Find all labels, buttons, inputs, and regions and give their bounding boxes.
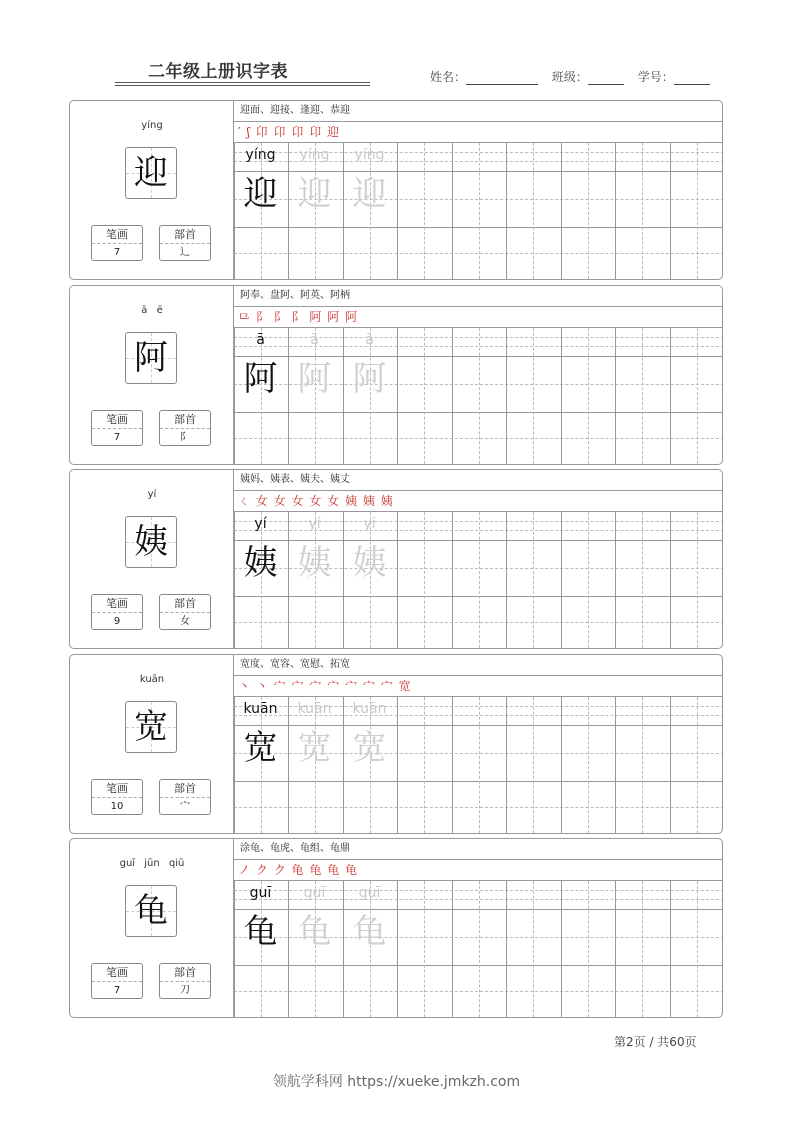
stroke-step: 龟 bbox=[327, 863, 341, 877]
pinyin-trace: yí bbox=[254, 516, 267, 532]
stroke-step: 女 bbox=[291, 494, 305, 508]
stroke-step: 龟 bbox=[291, 863, 305, 877]
stroke-step: 姨 bbox=[362, 494, 376, 508]
radical-label: 部首 bbox=[160, 411, 210, 429]
practice-grid[interactable] bbox=[234, 143, 723, 279]
stroke-count-value: 7 bbox=[113, 432, 121, 443]
pinyin-trace: yíng bbox=[354, 147, 385, 163]
char-trace: 龟 bbox=[352, 912, 387, 952]
stroke-count-label: 笔画 bbox=[92, 780, 142, 798]
stroke-step: 阿 bbox=[327, 310, 341, 324]
stroke-step: 丶 bbox=[255, 679, 269, 693]
name-blank[interactable] bbox=[466, 72, 538, 85]
pinyin-trace: guī bbox=[358, 885, 381, 901]
stroke-step: 卬 bbox=[309, 125, 323, 139]
stroke-count-box bbox=[91, 963, 143, 999]
char-large: 迎 bbox=[134, 153, 168, 193]
pinyin-trace: yí bbox=[363, 516, 376, 532]
stroke-count-box bbox=[91, 594, 143, 630]
id-label: 学号： bbox=[637, 70, 674, 84]
radical-box bbox=[159, 410, 211, 446]
stroke-step: 卬 bbox=[291, 125, 305, 139]
char-box bbox=[125, 885, 177, 937]
stroke-step: 宀 bbox=[327, 679, 341, 693]
radical-label: 部首 bbox=[160, 780, 210, 798]
word-list: 姨妈、姨表、姨夫、姨丈 bbox=[234, 470, 723, 491]
char-large: 姨 bbox=[134, 522, 168, 562]
stroke-count-box bbox=[91, 779, 143, 815]
pinyin-all: yíng bbox=[141, 120, 163, 131]
char-trace: 阿 bbox=[243, 359, 278, 399]
radical-value: 辶 bbox=[180, 247, 190, 258]
char-trace: 姨 bbox=[352, 543, 387, 583]
stroke-count-value: 7 bbox=[113, 985, 121, 996]
pinyin-trace: yíng bbox=[245, 147, 276, 163]
char-trace: 迎 bbox=[297, 174, 332, 214]
character-card bbox=[69, 654, 723, 834]
pinyin-all: yí bbox=[147, 489, 157, 500]
char-trace: 阿 bbox=[297, 359, 332, 399]
stroke-count-label: 笔画 bbox=[92, 226, 142, 244]
practice-grid[interactable] bbox=[234, 881, 723, 1017]
stroke-step: ㄑ bbox=[238, 494, 252, 508]
pinyin-trace: guī bbox=[249, 885, 272, 901]
pinyin-trace: kuān bbox=[243, 701, 278, 717]
practice-grid[interactable] bbox=[234, 697, 723, 833]
name-label: 姓名： bbox=[430, 70, 467, 84]
radical-box bbox=[159, 779, 211, 815]
stroke-order bbox=[234, 676, 723, 697]
page-title: 二年级上册识字表 bbox=[148, 62, 288, 82]
stroke-step: 宀 bbox=[362, 679, 376, 693]
stroke-step: 姨 bbox=[345, 494, 359, 508]
stroke-step: 宀 bbox=[345, 679, 359, 693]
radical-value: 刀 bbox=[180, 985, 190, 996]
footer-watermark: 领航学科网 https://xueke.jmkzh.com bbox=[272, 1074, 521, 1090]
pinyin-trace: yíng bbox=[299, 147, 330, 163]
stroke-step: ʃ bbox=[246, 125, 251, 139]
pinyin-trace: kuān bbox=[352, 701, 387, 717]
stroke-step: 龟 bbox=[345, 863, 359, 877]
stroke-step: 女 bbox=[309, 494, 323, 508]
stroke-step: ノ bbox=[238, 863, 252, 877]
char-trace: 姨 bbox=[297, 543, 332, 583]
stroke-order bbox=[234, 307, 723, 328]
char-trace: 龟 bbox=[297, 912, 332, 952]
stroke-step: ク bbox=[255, 863, 269, 877]
char-trace: 阿 bbox=[352, 359, 387, 399]
stroke-step: 卬 bbox=[255, 125, 269, 139]
stroke-order bbox=[234, 122, 723, 143]
stroke-step: 宀 bbox=[273, 679, 287, 693]
stroke-step: 姨 bbox=[380, 494, 394, 508]
stroke-order bbox=[234, 491, 723, 512]
char-info-panel bbox=[70, 655, 234, 833]
practice-grid[interactable] bbox=[234, 512, 723, 648]
char-info-panel bbox=[70, 286, 234, 464]
char-info-panel bbox=[70, 470, 234, 648]
stroke-count-value: 10 bbox=[110, 801, 124, 812]
pinyin-all: guī jūn qiū bbox=[119, 858, 185, 869]
stroke-step: 迎 bbox=[327, 125, 341, 139]
stroke-count-label: 笔画 bbox=[92, 964, 142, 982]
char-trace: 姨 bbox=[243, 543, 278, 583]
stroke-count-label: 笔画 bbox=[92, 411, 142, 429]
stroke-step: 女 bbox=[327, 494, 341, 508]
stroke-step: 宽 bbox=[398, 679, 412, 693]
character-card bbox=[69, 100, 723, 280]
class-label: 班级： bbox=[551, 70, 588, 84]
stroke-step: 宀 bbox=[380, 679, 394, 693]
stroke-step: 阝 bbox=[273, 310, 287, 324]
radical-box bbox=[159, 963, 211, 999]
stroke-step: ′ bbox=[238, 125, 242, 139]
radical-label: 部首 bbox=[160, 595, 210, 613]
stroke-count-value: 7 bbox=[113, 247, 121, 258]
stroke-order bbox=[234, 860, 723, 881]
pinyin-trace: ā bbox=[310, 332, 319, 348]
student-info bbox=[430, 68, 710, 85]
char-trace: 宽 bbox=[352, 728, 387, 768]
pinyin-all: ā ē bbox=[141, 305, 163, 316]
character-card bbox=[69, 469, 723, 649]
radical-box bbox=[159, 594, 211, 630]
stroke-step: 宀 bbox=[309, 679, 323, 693]
stroke-step: ク bbox=[273, 863, 287, 877]
stroke-count-label: 笔画 bbox=[92, 595, 142, 613]
radical-label: 部首 bbox=[160, 226, 210, 244]
char-info-panel bbox=[70, 839, 234, 1017]
stroke-step: 龟 bbox=[309, 863, 323, 877]
char-box bbox=[125, 147, 177, 199]
radical-value: 阝 bbox=[180, 432, 190, 443]
page-number: 第2页 / 共60页 bbox=[614, 1035, 697, 1049]
char-trace: 宽 bbox=[243, 728, 278, 768]
pinyin-trace: kuān bbox=[297, 701, 332, 717]
char-large: 阿 bbox=[134, 338, 168, 378]
radical-value: 女 bbox=[180, 616, 190, 627]
word-list: 涂龟、龟虎、龟组、龟鼎 bbox=[234, 839, 723, 860]
id-blank[interactable] bbox=[674, 72, 710, 85]
class-blank[interactable] bbox=[588, 72, 624, 85]
character-card bbox=[69, 285, 723, 465]
stroke-count-box bbox=[91, 410, 143, 446]
pinyin-trace: yí bbox=[308, 516, 321, 532]
radical-box bbox=[159, 225, 211, 261]
character-card bbox=[69, 838, 723, 1018]
radical-label: 部首 bbox=[160, 964, 210, 982]
char-large: 宽 bbox=[134, 707, 168, 747]
char-large: 龟 bbox=[134, 891, 168, 931]
pinyin-trace: ā bbox=[365, 332, 374, 348]
stroke-step: ⺋ bbox=[238, 310, 252, 324]
char-box bbox=[125, 332, 177, 384]
stroke-step: 丶 bbox=[238, 679, 252, 693]
char-trace: 宽 bbox=[297, 728, 332, 768]
stroke-step: 阝 bbox=[291, 310, 305, 324]
stroke-step: 女 bbox=[255, 494, 269, 508]
stroke-step: 阿 bbox=[309, 310, 323, 324]
stroke-step: 阝 bbox=[255, 310, 269, 324]
pinyin-trace: ā bbox=[256, 332, 265, 348]
word-list: 迎面、迎接、逢迎、恭迎 bbox=[234, 101, 723, 122]
word-list: 阿奉、盘阿、阿英、阿柄 bbox=[234, 286, 723, 307]
word-list: 宽度、宽容、宽慰、拓宽 bbox=[234, 655, 723, 676]
stroke-step: 女 bbox=[273, 494, 287, 508]
title-underline-2 bbox=[115, 85, 370, 86]
stroke-step: 阿 bbox=[345, 310, 359, 324]
char-trace: 迎 bbox=[243, 174, 278, 214]
stroke-count-value: 9 bbox=[113, 616, 121, 627]
radical-value: 宀 bbox=[180, 801, 190, 812]
stroke-step: 卬 bbox=[273, 125, 287, 139]
pinyin-trace: guī bbox=[303, 885, 326, 901]
pinyin-all: kuān bbox=[139, 674, 165, 685]
char-box bbox=[125, 701, 177, 753]
char-box bbox=[125, 516, 177, 568]
stroke-count-box bbox=[91, 225, 143, 261]
char-trace: 龟 bbox=[243, 912, 278, 952]
char-trace: 迎 bbox=[352, 174, 387, 214]
stroke-step: 宀 bbox=[291, 679, 305, 693]
char-info-panel bbox=[70, 101, 234, 279]
practice-grid[interactable] bbox=[234, 328, 723, 464]
title-underline bbox=[115, 82, 370, 83]
